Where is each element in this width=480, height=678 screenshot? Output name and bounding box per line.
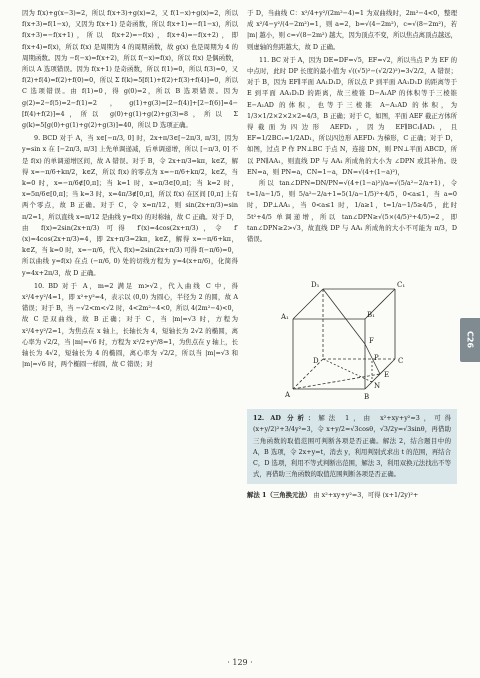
- label-D1: D₁: [311, 281, 320, 290]
- label-C: C: [398, 357, 404, 366]
- cube-diagram: [247, 249, 457, 405]
- paragraph-10-solution: 10. BD 对于 A，m=2 满足 m>√2，代入曲线 C 中，得 x²/4+y²/4=1，即 x²+y²=4，表示以 (0,0) 为圆心，半径为 2 的圆，故 A 错误；对于 B，当 −√2<m<√2 时，4<2m²−4<0，所以 4(2m²−4)<0，故 C 是双曲线，故 B 正确；对于 C，当 |m|=√3 时，方程为 x²/4+y²/2=1，为焦点在 x 轴上，长轴长为 4，短轴长为 2√2 的椭圆，离心率为 √2/2，当 |m|=√6 时，方程为 x²/2+y²/8=1，为焦点在 y 轴上，长轴长为 4√2，短轴长为 4 的椭圆，离心率为 √2/2，所以当 |m|=√3 和 |m|=√6 时，两个椭圆一样圆，故 C 错误；对: [22, 281, 238, 369]
- label-F: F: [369, 337, 374, 346]
- label-B: B: [364, 393, 370, 402]
- label-A1: A₁: [281, 313, 289, 322]
- solution-1-title: 解法 1（三角换元法）: [247, 491, 312, 500]
- paragraph-11-solution: 11. BC 对于 A，因为 DE=DF=√5，EF=√2，所以当点 P 为 EF 的中点时，此时 DP 长度的最小值为 √((√5)²−(√2/2)²)=3√2/2，A 错误；对于 B，因为 EF∥平面 AA₁D₁D，所以点 P 到平面 AA₁D₁D 的距离等于 E 到平面 AA₁D₁D 的距离，故三棱锥 D−A₁AP 的体积等于三棱锥 E−A₁AD 的体积，也等于三棱锥 A−A₁AD 的体积，为 1/3×1/2×2×2×2=4/3，B 正确；对于 C，如图，平面 AEF 截正方体所得截面为四边形 AEFD₁，因为 EF∥BC₁∥AD₁，且 EF=1/2BC₁=1/2AD₁，所以四边形 AEFD₁ 为梯形，C 正确；对于 D，如图，过点 P 作 PN⊥BC 于点 N，连接 DN，则 PN⊥平面 ABCD，所以 PN∥AA₁，则直线 DP 与 AA₁ 所成角的大小为 ∠DPN 或其补角。设 EN=a，则 PN=a，CN=1−a，DN=√(4+(1−a)²)，: [247, 55, 457, 176]
- label-A: A: [285, 391, 291, 400]
- problem-12-box: [247, 409, 457, 484]
- paragraph-10-continued: 于 D，当曲线 C：x²/4+y²/(2m²−4)=1 为双曲线时，2m²−4<0，整理成 x²/4−y²/(4−2m²)=1，则 a=2，b=√(4−2m²)，c=√(8−2m²)，若 |m| 越小，则 c=√(8−2m²) 越大，因为顶点不变，所以焦点离顶点越远，则虚轴的焦距越大，故 D 正确。: [247, 9, 457, 51]
- solution-1-text: 由 x²+xy+y²=3，可得 (x+1/2y)²+: [313, 491, 419, 500]
- label-E: E: [384, 371, 390, 380]
- chapter-side-tab: C26: [460, 318, 480, 362]
- label-C1: C₁: [397, 281, 406, 290]
- label-P: P: [374, 354, 379, 363]
- cube-figure: [247, 249, 457, 405]
- paragraph-9-solution: 9. BCD 对于 A，当 x∈[−π/3, 0] 时，2x+π/3∈[−2π/3, π/3]，因为 y=sin x 在 [−2π/3, π/3] 上先单调递减，后单调递增，所以 [−π/3, 0] 不是 f(x) 的单调递增区间，故 A 错误。对于 B，令 2x+π/3=kπ，k∈Z，解得 x=−π/6+kπ/2，k∈Z，所以 f(x) 的零点为 x=−π/6+kπ/2，k∈Z，当 k=0 时，x=−π/6∉[0,π]；当 k=1 时，x=π/3∈[0,π]；当 k=2 时，x=5π/6∈[0,π]；当 k=3 时，x=4π/3∉[0,π]，所以 f(x) 在区间 [0,π] 上有两个零点，故 B 正确。对于 C，令 x=π/12，则 sin(2x+π/3)=sin π/2=1，所以直线 x=π/12 是曲线 y=f(x) 的对称轴，故 C 正确。对于 D，由 f(x)=2sin(2x+π/3) 可得 f′(x)=4cos(2x+π/3)，令 f′(x)=4cos(2x+π/3)=4，即 2x+π/3=2kπ，k∈Z，解得 x=−π/6+kπ，k∈Z，当 k=0 时，x=−π/6，代入 f(x)=2sin(2x+π/3) 可得 f(−π/6)=0，所以曲线 y=f(x) 在点 (−π/6, 0) 处的切线方程为 y=4(x+π/6)，化简得 y=4x+2π/3，故 D 正确。: [22, 134, 238, 277]
- paragraph-8-solution: 因为 f(x)+g(x−3)=2，所以 f(x+3)+g(x)=2，又 f(1−x)+g(x)=2，所以 f(x+3)=f(1−x)，又因为 f(x+1) 是奇函数，所以 f(x+1)=−f(1−x)，所以 f(x+3)=−f(x+1)，所以 f(x+2)=−f(x)，f(x+4)=−f(x+2)，即 f(x+4)=f(x)，所以 f(x) 是周期为 4 的周期函数，故 g(x) 也是周期为 4 的周期函数。因为 −f(−x)=f(x+2)，所以 f(−x)=f(x)，所以 f(x) 是偶函数，所以 A 选项错误。因为 f(x+1) 是奇函数，所以 f(1)=0，所以 f(3)=0，又 f(2)+f(4)=f(2)+f(0)=0，所以 Σ f(k)=5[f(1)+f(2)+f(3)+f(4)]=0，所以 C 选项错误。由 f(1)=0，得 g(0)=2，所以 B 选项错误。因为 g(2)=2−f(5)=2−f(1)=2，g(1)+g(3)=[2−f(4)]+[2−f(6)]=4−[f(4)+f(2)]=4，所以 g(0)+g(1)+g(2)+g(3)=8，所以 Σ g(k)=5[g(0)+g(1)+g(2)+g(3)]=40，所以 D 选项正确。: [22, 9, 238, 130]
- page-number: · 129 ·: [227, 657, 253, 667]
- label-N: N: [374, 382, 381, 391]
- left-column: [22, 8, 238, 371]
- label-D: D: [313, 357, 319, 366]
- label-B1: B₁: [367, 311, 375, 320]
- problem-12-title: 12. AD 分析：: [253, 414, 319, 423]
- paragraph-11-continued: 所以 tan∠DPN=DN/PN=√(4+(1−a)²)/a=√(5/a²−2/a+1)，令 t=1/a−1/5，则 5/a²−2/a+1=5(1/a−1/5)²+4/5，0<a≤1，当 a=0 时，DP⊥AA₁，当 0<a≤1 时，1/a≥1，t=1/a−1/5≥4/5，此时 5t²+4/5 单调递增，所以 tan∠DPN≥√(5×(4/5)²+4/5)=2，即 tan∠DPN≥2>√3，故直线 DP 与 AA₁ 所成角的大小不可能为 π/3，D 错误。: [247, 179, 457, 244]
- problem-12-analysis: 解法 1，由 x²+xy+y²=3，可得 (x+y/2)²+3/4y²=3，令 x+y/2=√3cosθ，√3/2y=√3sinθ，再借助三角函数的取值范围可判断各项是否正确。解法 2，结合题目中的 A，B 选项，令 2x+y=t，消去 y，利用判别式求出 t 的范围，再结合 C，D 选项，利用不等式判断出范围，解法 3，利用双换元法找出不等式，再借助三角函数的取值范围判断各项是否正确。: [253, 414, 451, 479]
- right-column: [247, 8, 457, 502]
- solution-1-paragraph: [247, 490, 457, 501]
